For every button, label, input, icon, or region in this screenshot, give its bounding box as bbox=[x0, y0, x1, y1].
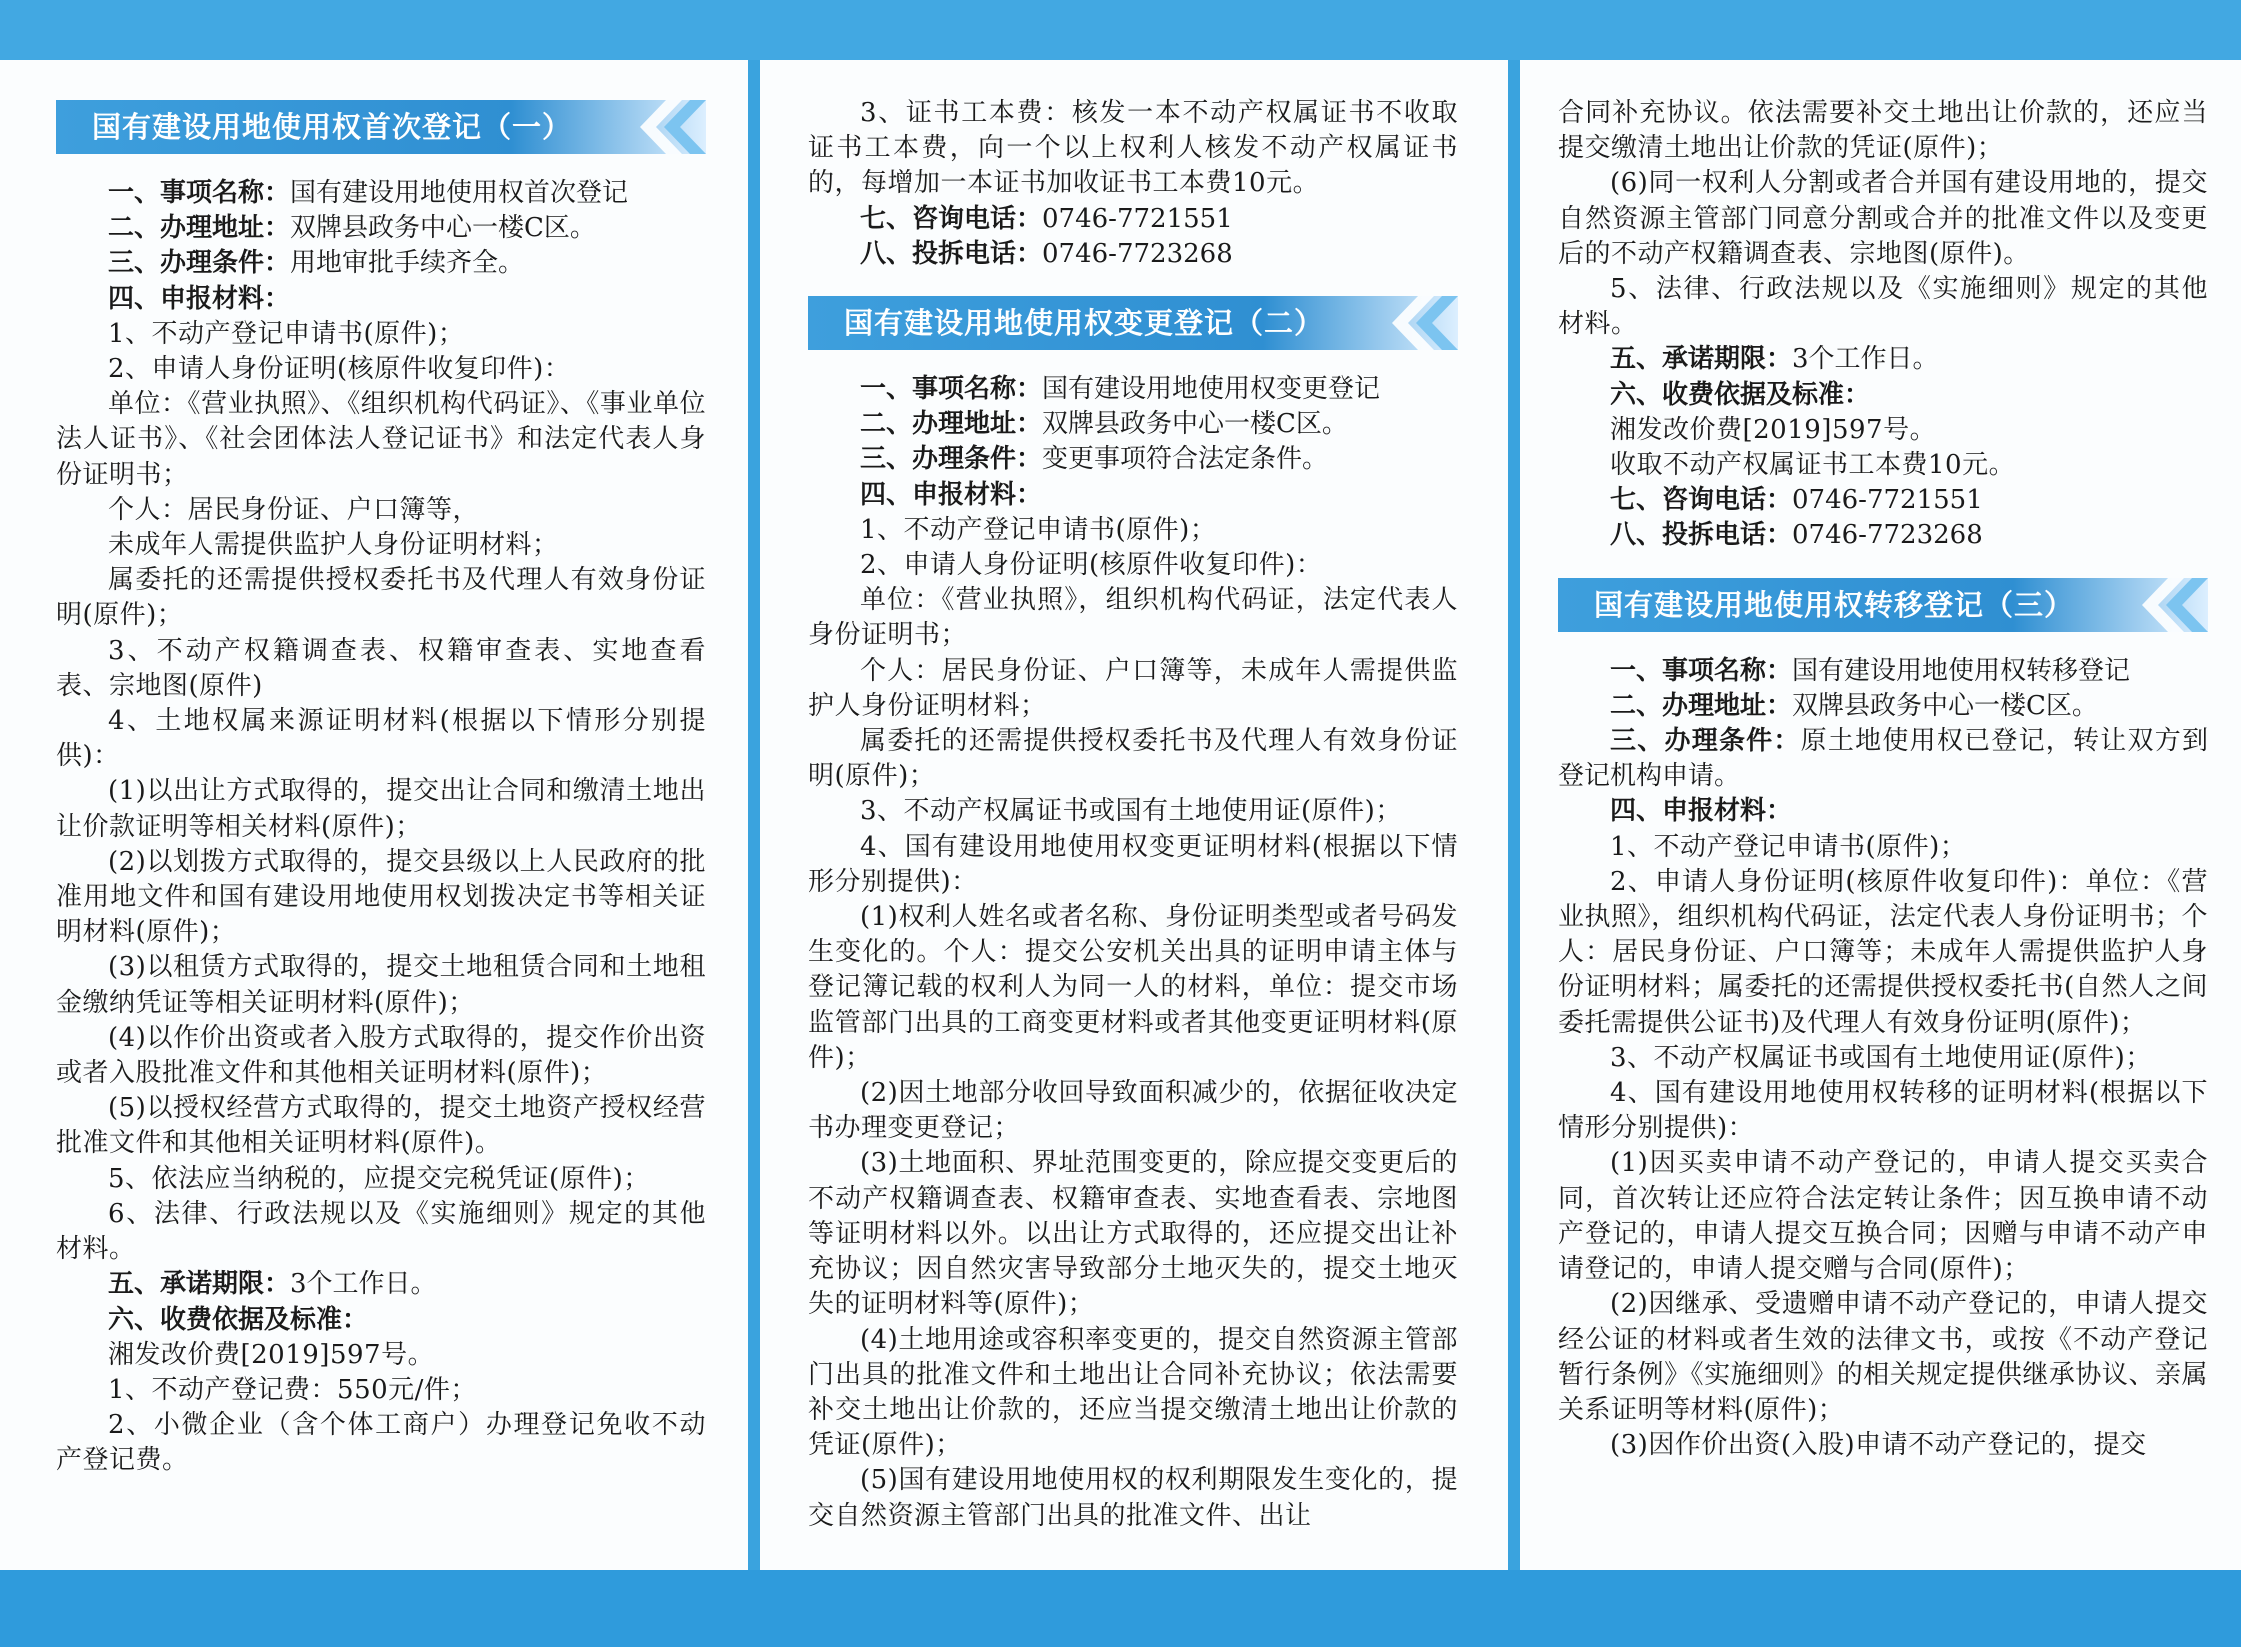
section-title-change-registration bbox=[808, 296, 1458, 350]
material-item: 4、国有建设用地使用权变更证明材料(根据以下情形分别提供)： bbox=[808, 831, 1458, 897]
material-item: (5)国有建设用地使用权的权利期限发生变化的，提交自然资源主管部门出具的批准文件、出让 bbox=[808, 1465, 1458, 1531]
material-item: 3、不动产权籍调查表、权籍审查表、实地查看表、宗地图(原件) bbox=[56, 635, 706, 701]
material-item: (6)同一权利人分割或者合并国有建设用地的，提交自然资源主管部门同意分割或合并的批准文件以及变更后的不动产权籍调查表、宗地图(原件)。 bbox=[1558, 168, 2208, 269]
material-item: 属委托的还需提供授权委托书及代理人有效身份证明(原件)； bbox=[56, 565, 706, 631]
info-line bbox=[1558, 378, 2208, 413]
info-value: 变更事项符合法定条件。 bbox=[1042, 444, 1329, 475]
material-item: 3、不动产权属证书或国有土地使用证(原件)； bbox=[1610, 1042, 2152, 1073]
info-value: 国有建设用地使用权首次登记 bbox=[290, 178, 629, 208]
material-item: (3)因作价出资(入股)申请不动产登记的，提交 bbox=[1610, 1430, 2147, 1461]
panel1-column bbox=[56, 100, 706, 1479]
info-key: 五、承诺期限： bbox=[1610, 344, 1793, 375]
p1-basic-info bbox=[56, 176, 706, 317]
info-line bbox=[1558, 654, 2208, 689]
info-line bbox=[56, 211, 706, 246]
panel-first-registration bbox=[0, 60, 748, 1570]
material-item: 5、法律、行政法规以及《实施细则》规定的其他材料。 bbox=[1558, 274, 2208, 340]
info-key: 二、办理地址： bbox=[860, 409, 1043, 440]
chevron-decoration-icon bbox=[2108, 578, 2208, 632]
material-item: 2、申请人身份证明(核原件收复印件)：单位：《营业执照》，组织机构代码证，法定代表人身份证明书；个人：居民身份证、户口簿等；未成年人需提供监护人身份证明材料；属委托的还需提供授权委托书(自然人之间委托需提供公证书)及代理人有效身份证明(原件)； bbox=[1558, 866, 2208, 1038]
material-item: 个人：居民身份证、户口簿等，未成年人需提供监护人身份证明材料； bbox=[808, 655, 1458, 721]
material-item: 1、不动产登记申请书(原件)； bbox=[108, 318, 465, 349]
section-title-text: 国有建设用地使用权转移登记（三） bbox=[1594, 587, 2075, 622]
panel3-column bbox=[1558, 96, 2208, 1463]
info-value: 0746-7721551 bbox=[1042, 203, 1233, 234]
panel-transfer-registration bbox=[1520, 60, 2241, 1570]
material-item: (3)以租赁方式取得的，提交土地租赁合同和土地租金缴纳凭证等相关证明材料(原件)； bbox=[56, 952, 706, 1018]
p1-fees bbox=[56, 1267, 706, 1478]
info-key: 四、申报材料： bbox=[1610, 796, 1793, 827]
info-key: 一、事项名称： bbox=[108, 178, 291, 208]
info-key: 七、咨询电话： bbox=[1610, 485, 1793, 516]
p1-materials bbox=[56, 317, 706, 1267]
info-value: 0746-7723268 bbox=[1792, 520, 1983, 551]
material-item: (4)土地用途或容积率变更的，提交自然资源主管部门出具的批准文件和土地出让合同补充协议；依法需要补交土地出让价款的，还应当提交缴清土地出让价款的凭证(原件)； bbox=[808, 1324, 1458, 1461]
info-key: 二、办理地址： bbox=[108, 213, 291, 244]
info-key: 四、申报材料： bbox=[108, 283, 291, 314]
info-line bbox=[1558, 724, 2208, 794]
fee-item: 收取不动产权属证书工本费10元。 bbox=[1610, 450, 2016, 481]
fee-item: 湘发改价费[2019]597号。 bbox=[1610, 414, 1937, 445]
fee-item: 湘发改价费[2019]597号。 bbox=[108, 1339, 435, 1370]
material-item: 属委托的还需提供授权委托书及代理人有效身份证明(原件)； bbox=[808, 726, 1458, 792]
info-value: 双牌县政务中心一楼C区。 bbox=[1042, 409, 1348, 440]
material-item: 单位：《营业执照》，组织机构代码证，法定代表人身份证明书； bbox=[808, 585, 1458, 651]
material-item: (1)权利人姓名或者名称、身份证明类型或者号码发生变化的。个人：提交公安机关出具的证明申请主体与登记簿记载的权利人为同一人的材料，单位：提交市场监管部门出具的工商变更材料或者其他变更证明材料(原件)； bbox=[808, 902, 1458, 1073]
info-value: 国有建设用地使用权变更登记 bbox=[1042, 374, 1381, 405]
info-key: 六、收费依据及标准： bbox=[108, 1304, 369, 1335]
fee-item: 3、证书工本费：核发一本不动产权属证书不收取证书工本费，向一个以上权利人核发不动产权属证书的，每增加一本证书加收证书工本费10元。 bbox=[808, 98, 1458, 199]
info-key: 三、办理条件： bbox=[1610, 726, 1801, 757]
info-line bbox=[808, 442, 1458, 477]
info-value: 3个工作日。 bbox=[1792, 344, 1939, 375]
info-line bbox=[1558, 689, 2208, 724]
material-item: 2、申请人身份证明(核原件收复印件)： bbox=[860, 550, 1323, 581]
material-item: 2、申请人身份证明(核原件收复印件)： bbox=[108, 354, 571, 385]
info-line bbox=[808, 407, 1458, 442]
info-line bbox=[1558, 794, 2208, 829]
section-title-text: 国有建设用地使用权首次登记（一） bbox=[92, 110, 573, 144]
info-key: 一、事项名称： bbox=[860, 374, 1043, 405]
info-line bbox=[56, 282, 706, 317]
panel-change-registration bbox=[760, 60, 1508, 1570]
info-line bbox=[1558, 483, 2208, 518]
info-line bbox=[1558, 342, 2208, 377]
chevron-decoration-icon bbox=[606, 100, 706, 154]
fee-item: 2、小微企业（含个体工商户）办理登记免收不动产登记费。 bbox=[56, 1410, 706, 1476]
section-title-transfer-registration bbox=[1558, 578, 2208, 632]
material-item: (2)因土地部分收回导致面积减少的，依据征收决定书办理变更登记； bbox=[808, 1078, 1458, 1144]
section-title-text: 国有建设用地使用权变更登记（二） bbox=[844, 306, 1325, 341]
info-line bbox=[1558, 518, 2208, 553]
material-item: 个人：居民身份证、户口簿等， bbox=[108, 494, 480, 525]
material-item: 未成年人需提供监护人身份证明材料； bbox=[108, 530, 559, 561]
material-item: 4、国有建设用地使用权转移的证明材料(根据以下情形分别提供)： bbox=[1558, 1078, 2208, 1144]
panel2-column bbox=[808, 96, 1458, 1534]
info-key: 一、事项名称： bbox=[1610, 655, 1793, 686]
material-item: 3、不动产权属证书或国有土地使用证(原件)； bbox=[860, 796, 1402, 827]
material-item: 5、依法应当纳税的，应提交完税凭证(原件)； bbox=[108, 1163, 650, 1194]
info-value: 0746-7723268 bbox=[1042, 238, 1233, 269]
info-value: 0746-7721551 bbox=[1792, 485, 1983, 516]
top-band bbox=[0, 0, 2241, 60]
material-item: 1、不动产登记申请书(原件)； bbox=[860, 514, 1217, 545]
info-key: 八、投拆电话： bbox=[860, 238, 1043, 269]
info-line bbox=[56, 246, 706, 281]
info-key: 三、办理条件： bbox=[860, 444, 1043, 475]
material-item: (3)土地面积、界址范围变更的，除应提交变更后的不动产权籍调查表、权籍审查表、实地查看表、宗地图等证明材料以外。以出让方式取得的，还应提交出让补充协议；因自然灾害导致部分土地灭失的，提交土地灭失的证明材料等(原件)； bbox=[808, 1148, 1458, 1320]
info-value: 国有建设用地使用权转移登记 bbox=[1792, 655, 2131, 686]
material-item: 6、法律、行政法规以及《实施细则》规定的其他材料。 bbox=[56, 1198, 706, 1265]
info-line bbox=[808, 202, 1458, 237]
material-item: (1)以出让方式取得的，提交出让合同和缴清土地出让价款证明等相关材料(原件)； bbox=[56, 776, 706, 842]
info-line bbox=[808, 237, 1458, 272]
material-item: (2)因继承、受遗赠申请不动产登记的，申请人提交经公证的材料或者生效的法律文书，或按《不动产登记暂行条例》《实施细则》的相关规定提供继承协议、亲属关系证明等材料(原件)； bbox=[1558, 1289, 2208, 1425]
info-key: 八、投拆电话： bbox=[1610, 520, 1793, 551]
material-item: 单位：《营业执照》、《组织机构代码证》、《事业单位法人证书》、《社会团体法人登记证书》和法定代表人身份证明书； bbox=[56, 389, 706, 490]
info-key: 七、咨询电话： bbox=[860, 203, 1043, 234]
material-item: 4、土地权属来源证明材料(根据以下情形分别提供)： bbox=[56, 706, 706, 772]
info-value: 用地审批手续齐全。 bbox=[290, 248, 525, 279]
info-key: 五、承诺期限： bbox=[108, 1269, 291, 1300]
info-line bbox=[808, 372, 1458, 407]
material-item: (5)以授权经营方式取得的，提交土地资产授权经营批准文件和其他相关证明材料(原件)。 bbox=[56, 1093, 706, 1159]
chevron-decoration-icon bbox=[1358, 296, 1458, 350]
info-line bbox=[808, 478, 1458, 513]
material-item: (1)因买卖申请不动产登记的，申请人提交买卖合同，首次转让还应符合法定转让条件；因互换申请不动产登记的，申请人提交互换合同；因赠与申请不动产申请登记的，申请人提交赠与合同(原件)； bbox=[1558, 1148, 2208, 1285]
section-title-first-registration bbox=[56, 100, 706, 154]
info-key: 四、申报材料： bbox=[860, 479, 1043, 510]
material-item: 1、不动产登记申请书(原件)； bbox=[1610, 831, 1967, 862]
info-value: 双牌县政务中心一楼C区。 bbox=[1792, 690, 2098, 721]
info-line bbox=[56, 1267, 706, 1302]
info-line bbox=[56, 176, 706, 211]
material-item: (4)以作价出资或者入股方式取得的，提交作价出资或者入股批准文件和其他相关证明材料(原件)； bbox=[56, 1022, 706, 1089]
info-key: 六、收费依据及标准： bbox=[1610, 379, 1871, 410]
material-item: 合同补充协议。依法需要补交土地出让价款的，还应当提交缴清土地出让价款的凭证(原件)； bbox=[1558, 98, 2208, 164]
info-value: 3个工作日。 bbox=[290, 1269, 437, 1300]
info-key: 三、办理条件： bbox=[108, 248, 291, 279]
info-line bbox=[56, 1303, 706, 1338]
info-key: 二、办理地址： bbox=[1610, 690, 1793, 721]
info-value: 原土地使用权已登记，转让双方到登记机构申请。 bbox=[1558, 726, 2208, 792]
fee-item: 1、不动产登记费：550元/件； bbox=[108, 1374, 477, 1405]
bottom-band bbox=[0, 1570, 2241, 1647]
info-value: 双牌县政务中心一楼C区。 bbox=[290, 213, 596, 244]
material-item: (2)以划拨方式取得的，提交县级以上人民政府的批准用地文件和国有建设用地使用权划拨决定书等相关证明材料(原件)； bbox=[56, 846, 706, 948]
